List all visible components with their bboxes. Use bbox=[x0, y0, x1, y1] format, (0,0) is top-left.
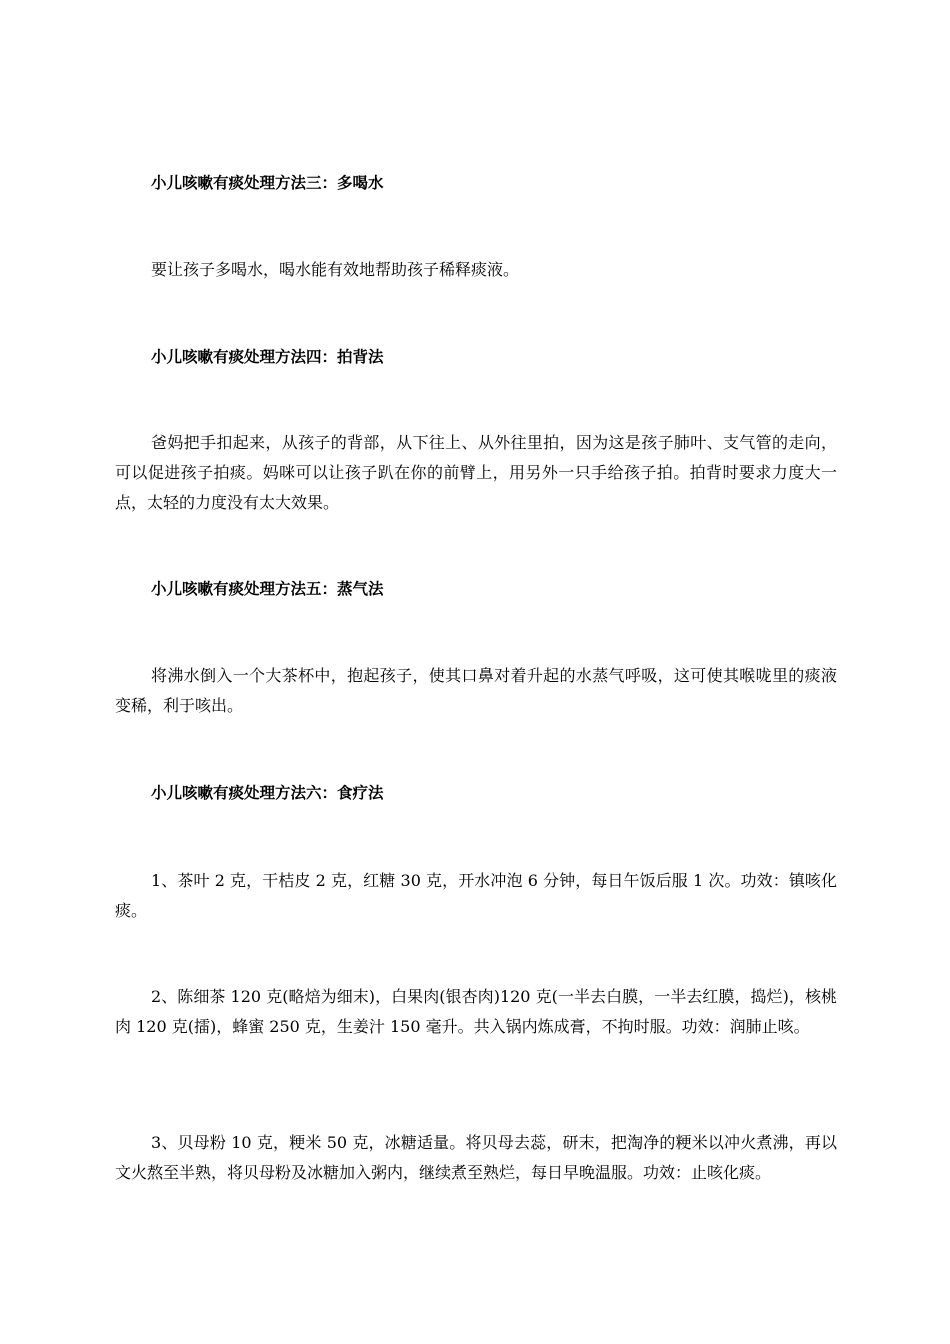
paragraph-recipe-1: 1、茶叶 2 克，干桔皮 2 克，红糖 30 克，开水冲泡 6 分钟，每日午饭后服 1 次。功效：镇咳化痰。 bbox=[115, 871, 837, 920]
paragraph-method-5: 将沸水倒入一个大茶杯中，抱起孩子，使其口鼻对着升起的水蒸气呼吸，这可使其喉咙里的痰液变稀，利于咳出。 bbox=[115, 666, 837, 715]
heading-method-3: 小儿咳嗽有痰处理方法三：多喝水 bbox=[151, 174, 384, 192]
paragraph-method-3: 要让孩子多喝水，喝水能有效地帮助孩子稀释痰液。 bbox=[151, 260, 520, 279]
heading-method-4: 小儿咳嗽有痰处理方法四：拍背法 bbox=[151, 348, 384, 366]
paragraph-method-4: 爸妈把手扣起来，从孩子的背部，从下往上、从外往里拍，因为这是孩子肺叶、支气管的走向，可以促进孩子拍痰。妈咪可以让孩子趴在你的前臂上，用另外一只手给孩子拍。拍背时要求力度大一点，太轻的力度没有太大效果。 bbox=[115, 433, 837, 512]
heading-method-6: 小儿咳嗽有痰处理方法六：食疗法 bbox=[151, 784, 384, 802]
paragraph-recipe-2: 2、陈细茶 120 克(略焙为细末)，白果肉(银杏肉)120 克(一半去白膜，一半去红膜，捣烂)，核桃肉 120 克(擂)，蜂蜜 250 克，生姜汁 150 毫升。共入锅内炼成膏，不拘时服。功效：润肺止咳。 bbox=[115, 987, 837, 1036]
heading-method-5: 小儿咳嗽有痰处理方法五：蒸气法 bbox=[151, 580, 384, 598]
paragraph-recipe-3: 3、贝母粉 10 克，粳米 50 克，冰糖适量。将贝母去蕊，研末，把淘净的粳米以冲火煮沸，再以文火熬至半熟，将贝母粉及冰糖加入粥内，继续煮至熟烂，每日早晚温服。功效：止咳化痰。 bbox=[115, 1133, 837, 1182]
